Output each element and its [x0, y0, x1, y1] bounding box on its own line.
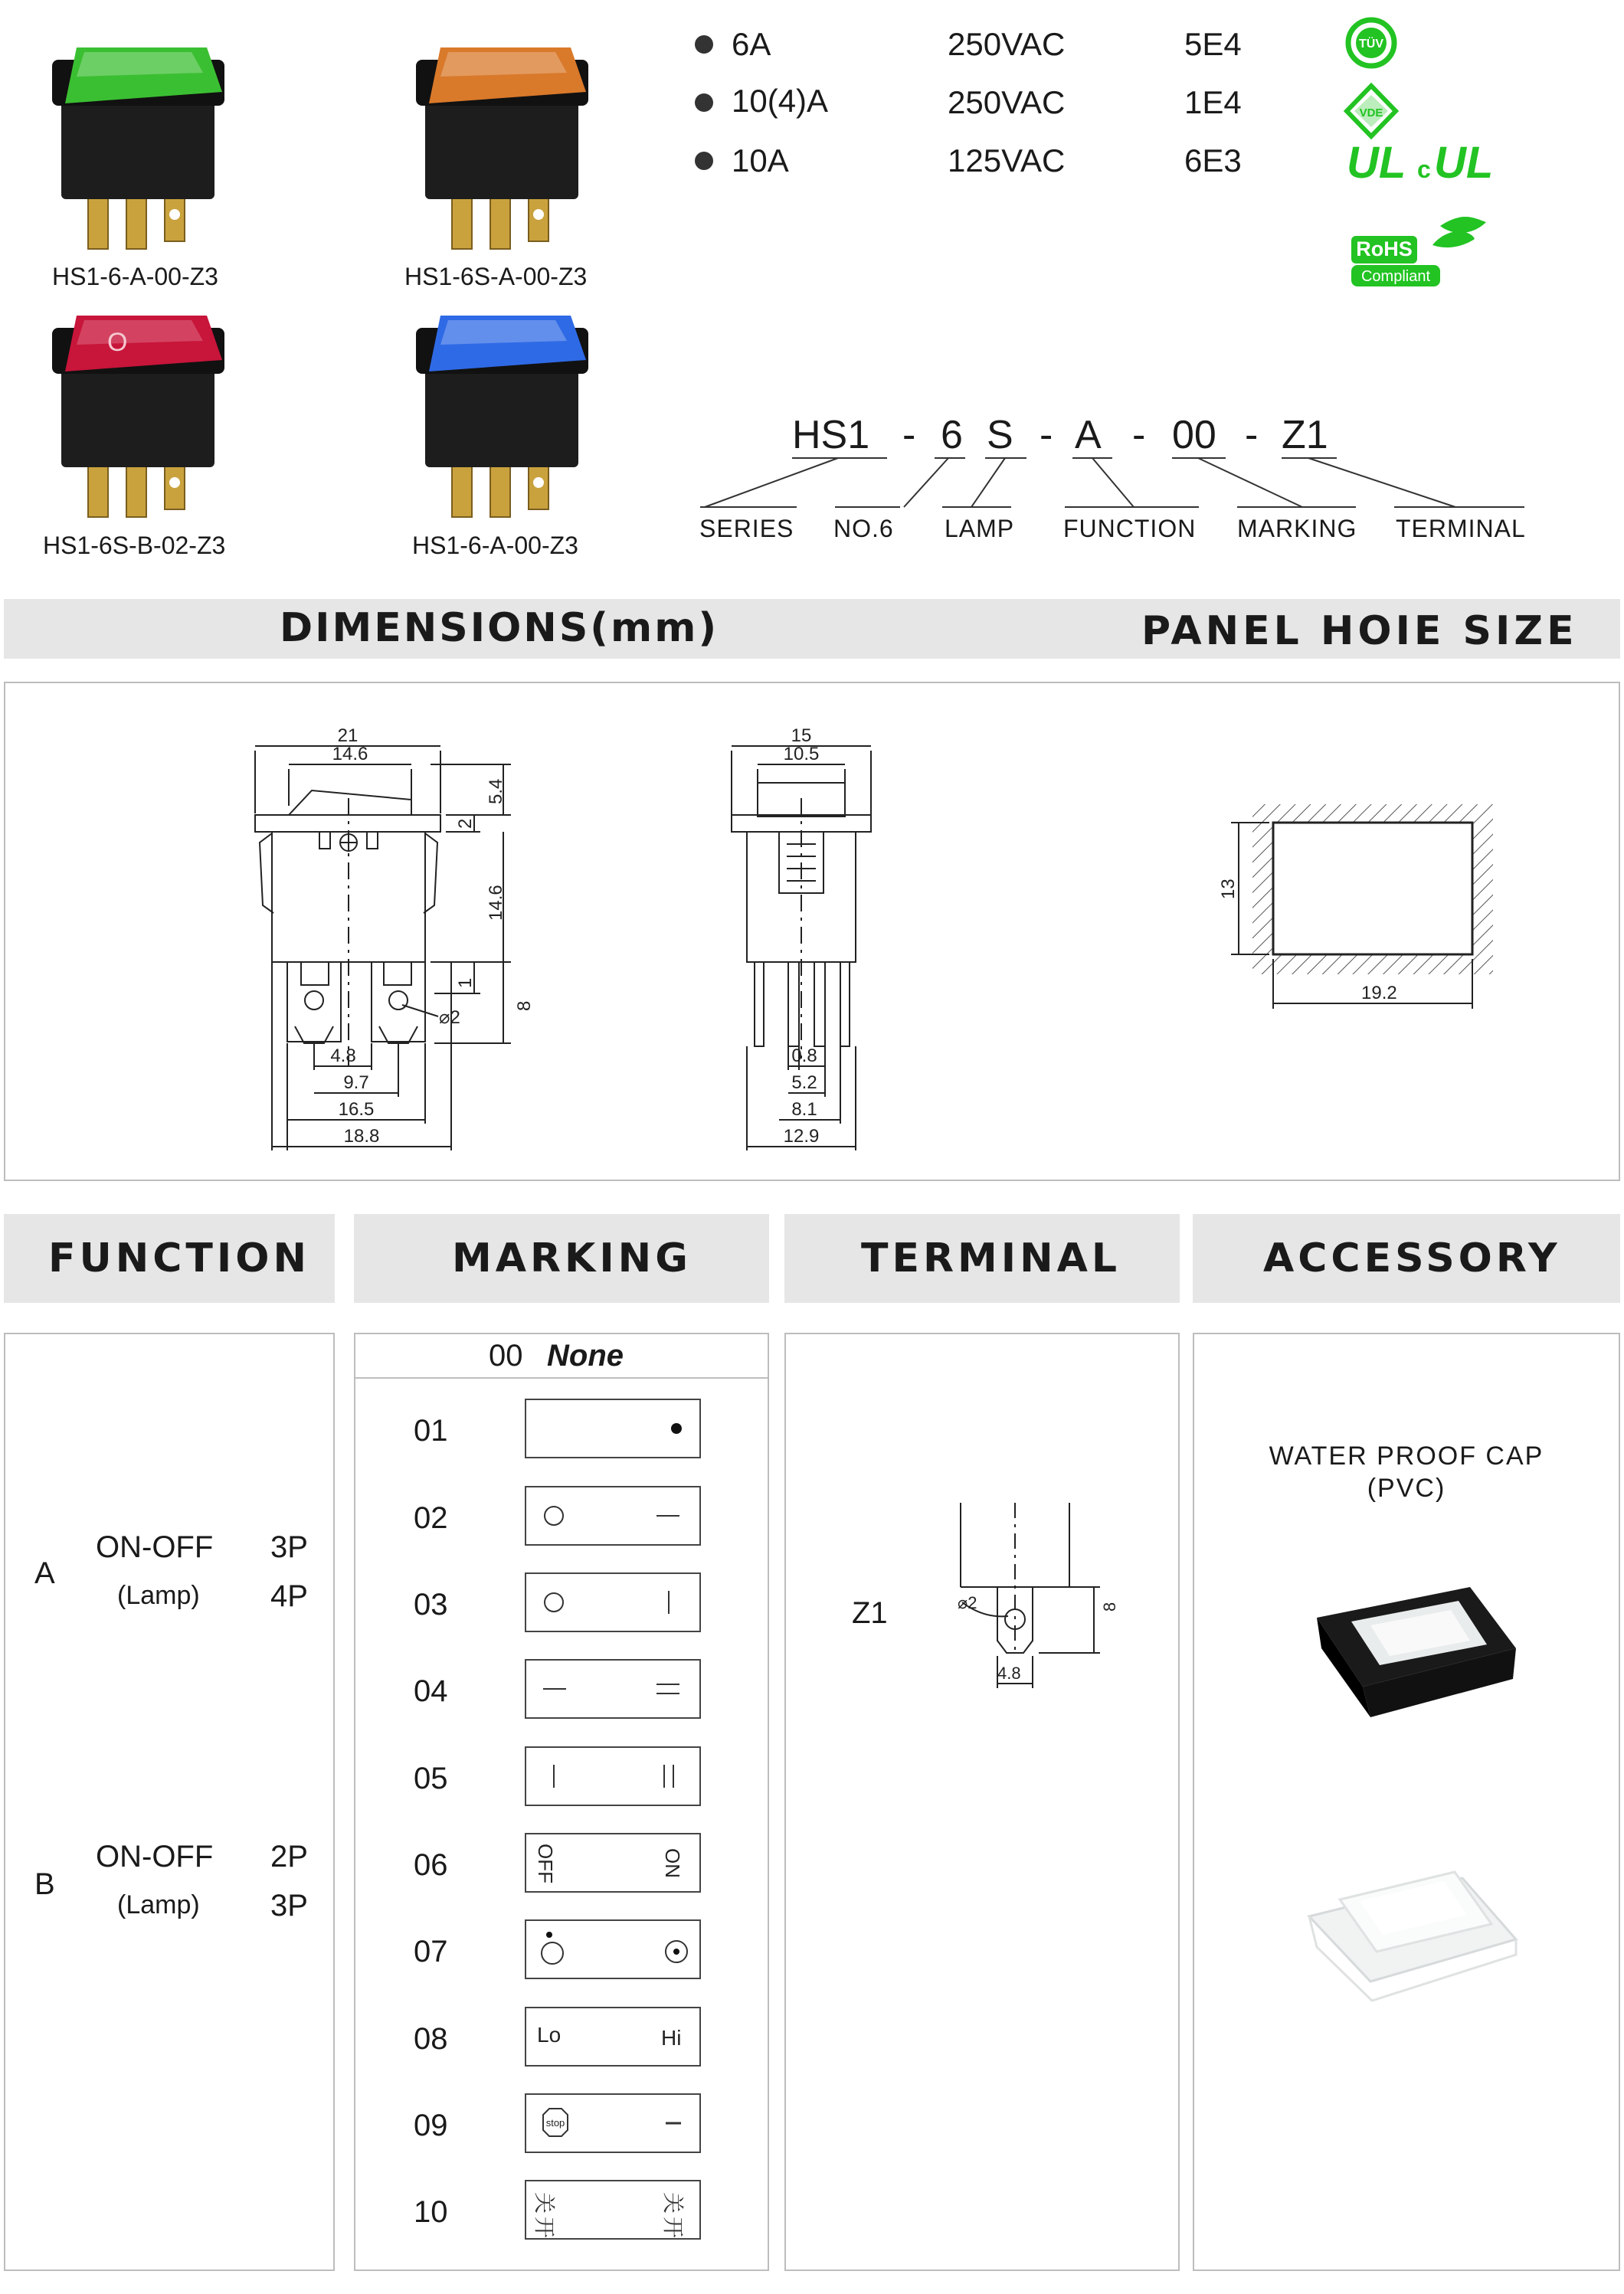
pn-label-terminal: TERMINAL	[1396, 515, 1526, 542]
svg-text:10.5: 10.5	[783, 744, 820, 764]
chinese-off-on-icon	[526, 2181, 699, 2238]
marking-none-code: 00	[489, 1339, 523, 1373]
circle-bar-icon	[526, 1574, 699, 1631]
rocker-switch-image	[395, 31, 601, 253]
pn-no: 6	[941, 413, 963, 457]
marking-symbol-box	[525, 1486, 701, 1546]
pn-function: A	[1075, 413, 1102, 457]
pn-label-no: NO.6	[833, 515, 894, 542]
marking-header-bar	[354, 1214, 769, 1303]
bullet-icon	[695, 93, 713, 112]
svg-text:16.5: 16.5	[338, 1099, 375, 1120]
pn-label-lamp: LAMP	[945, 515, 1015, 542]
marking-code: 08	[414, 2022, 448, 2056]
waterproof-cap-black-image	[1286, 1564, 1531, 1740]
svg-text:14.6: 14.6	[486, 885, 506, 921]
svg-text:8: 8	[1100, 1602, 1119, 1612]
terminal-header-bar	[784, 1214, 1180, 1303]
rating-cycles: 1E4	[1184, 84, 1242, 120]
dimension-drawings	[5, 683, 1619, 1180]
off-on-icon	[526, 1834, 699, 1891]
svg-text:关: 关	[532, 2192, 556, 2214]
pn-lamp: S	[987, 413, 1013, 457]
svg-text:OFF: OFF	[534, 1844, 557, 1883]
svg-text:15: 15	[791, 725, 812, 746]
pn-dash: -	[1245, 413, 1259, 457]
function-name: ON-OFF	[96, 1530, 214, 1564]
ul-cul-icon	[1347, 138, 1493, 188]
function-panel	[4, 1333, 335, 2271]
svg-text:14.6: 14.6	[332, 744, 368, 764]
svg-text:开: 开	[532, 2217, 556, 2238]
svg-text:18.8: 18.8	[343, 1126, 380, 1147]
svg-text:Lo: Lo	[537, 2023, 562, 2047]
svg-text:VDE: VDE	[1359, 106, 1383, 119]
panel-hole-drawing	[1218, 804, 1493, 1009]
marking-code: 05	[414, 1762, 448, 1795]
bullet-icon	[695, 35, 713, 54]
marking-code: 10	[414, 2195, 448, 2229]
lamp-circle-icon	[526, 1921, 699, 1978]
product-model-label: HS1-6-A-00-Z3	[52, 263, 218, 290]
pn-marking: 00	[1172, 413, 1216, 457]
terminal-panel	[784, 1333, 1180, 2271]
pn-leader-lines	[689, 452, 1547, 513]
function-poles: 2P	[270, 1840, 308, 1873]
stop-dash-icon	[526, 2095, 699, 2152]
svg-text:13: 13	[1218, 879, 1239, 899]
svg-text:⌀2: ⌀2	[439, 1007, 460, 1028]
pn-label-marking: MARKING	[1237, 515, 1357, 542]
pn-label-series: SERIES	[699, 515, 794, 542]
marking-symbol-box	[525, 2180, 701, 2240]
svg-text:2: 2	[455, 818, 476, 829]
marking-none-row	[355, 1334, 768, 1379]
marking-symbol-box	[525, 1399, 701, 1458]
dot-icon	[526, 1400, 699, 1457]
marking-code: 03	[414, 1588, 448, 1622]
svg-text:21: 21	[337, 725, 359, 746]
svg-text:8: 8	[514, 1000, 535, 1011]
rating-voltage: 125VAC	[948, 142, 1066, 178]
svg-text:RoHS: RoHS	[1356, 237, 1413, 260]
function-header-bar	[4, 1214, 335, 1303]
marking-symbol-box	[525, 1572, 701, 1632]
function-name: ON-OFF	[96, 1840, 214, 1873]
bar-double-bar-icon	[526, 1748, 699, 1805]
rating-voltage: 250VAC	[948, 84, 1066, 120]
pn-label-function: FUNCTION	[1063, 515, 1197, 542]
svg-text:ON: ON	[661, 1848, 684, 1878]
terminal-code: Z1	[852, 1596, 888, 1630]
function-lamp: (Lamp)	[117, 1890, 200, 1919]
pn-dash: -	[902, 413, 916, 457]
marking-code: 04	[414, 1674, 448, 1708]
svg-text:0.8: 0.8	[791, 1046, 817, 1066]
rocker-switch-image	[31, 299, 237, 521]
pn-dash: -	[1040, 413, 1053, 457]
lo-hi-icon	[526, 2008, 699, 2065]
dimensions-header-bar	[4, 599, 1620, 659]
accessory-title-text: WATER PROOF CAP	[1269, 1442, 1544, 1471]
marking-symbol-box	[525, 2007, 701, 2067]
rocker-switch-image	[31, 31, 237, 253]
product-model-label: HS1-6S-B-02-Z3	[43, 532, 226, 559]
svg-text:9.7: 9.7	[343, 1072, 369, 1093]
accessory-title: ACCESSORY	[1263, 1235, 1561, 1281]
marking-code: 07	[414, 1935, 448, 1968]
dimensions-drawing-panel	[4, 682, 1620, 1181]
marking-symbol-box	[525, 1919, 701, 1979]
svg-text:⌀2: ⌀2	[958, 1593, 977, 1612]
svg-text:开: 开	[661, 2217, 685, 2238]
marking-code: 06	[414, 1848, 448, 1882]
dash-double-dash-icon	[526, 1661, 699, 1717]
dimensions-title: DIMENSIONS(mm)	[280, 605, 719, 651]
function-code: B	[34, 1867, 55, 1901]
vde-icon	[1347, 86, 1396, 136]
svg-text:关: 关	[661, 2192, 685, 2214]
marking-none-label: None	[547, 1339, 624, 1373]
marking-code: 02	[414, 1501, 448, 1535]
rating-cycles: 5E4	[1184, 26, 1242, 62]
function-poles: 4P	[270, 1579, 308, 1613]
marking-symbol-box	[525, 1746, 701, 1806]
accessory-header-bar	[1193, 1214, 1620, 1303]
panel-hole-title: PANEL HOIE SIZE	[1141, 608, 1578, 654]
svg-text:UL: UL	[1347, 138, 1406, 188]
bullet-icon	[695, 152, 713, 170]
product-model-label: HS1-6S-A-00-Z3	[404, 263, 588, 290]
product-model-label: HS1-6-A-00-Z3	[412, 532, 578, 559]
terminal-drawing	[924, 1503, 1138, 1702]
svg-text:1: 1	[455, 977, 476, 988]
rating-cycles: 6E3	[1184, 142, 1242, 178]
pn-dash: -	[1132, 413, 1146, 457]
accessory-material: (PVC)	[1367, 1474, 1446, 1503]
pn-series: HS1	[792, 413, 870, 457]
marking-code: 09	[414, 2109, 448, 2142]
svg-text:stop: stop	[545, 2117, 565, 2129]
circle-dash-icon	[526, 1487, 699, 1544]
svg-text:UL: UL	[1434, 138, 1494, 188]
certification-marks	[1341, 15, 1509, 291]
function-title: FUNCTION	[48, 1235, 310, 1281]
svg-text:12.9: 12.9	[783, 1126, 820, 1147]
pn-terminal: Z1	[1282, 413, 1328, 457]
rating-current: 10(4)A	[732, 83, 829, 119]
svg-text:TÜV: TÜV	[1359, 38, 1383, 51]
rocker-switch-image	[395, 299, 601, 521]
svg-text:5.4: 5.4	[486, 778, 506, 804]
function-poles: 3P	[270, 1889, 308, 1923]
terminal-title: TERMINAL	[861, 1235, 1121, 1281]
front-view-drawing	[255, 746, 511, 1150]
svg-text:4.8: 4.8	[330, 1046, 356, 1066]
svg-text:8.1: 8.1	[791, 1099, 817, 1120]
marking-symbol-box	[525, 1833, 701, 1893]
waterproof-cap-clear-image	[1286, 1832, 1531, 2008]
lens-symbol: O	[107, 328, 128, 357]
svg-text:4.8: 4.8	[997, 1664, 1021, 1683]
marking-symbol-box	[525, 2093, 701, 2153]
function-poles: 3P	[270, 1530, 308, 1564]
svg-text:Compliant: Compliant	[1360, 268, 1431, 285]
svg-text:19.2: 19.2	[1361, 983, 1397, 1003]
rating-voltage: 250VAC	[948, 26, 1066, 62]
rohs-icon	[1351, 217, 1486, 286]
function-code: A	[34, 1556, 55, 1590]
svg-text:c: c	[1417, 155, 1431, 183]
accessory-panel	[1193, 1333, 1620, 2271]
svg-text:5.2: 5.2	[791, 1072, 817, 1093]
svg-text:Hi: Hi	[661, 2026, 682, 2050]
tuv-icon	[1348, 20, 1394, 66]
function-lamp: (Lamp)	[117, 1581, 200, 1610]
marking-symbol-box	[525, 1659, 701, 1719]
rating-current: 10A	[732, 142, 789, 178]
rating-current: 6A	[732, 26, 771, 62]
marking-title: MARKING	[452, 1235, 692, 1281]
marking-code: 01	[414, 1414, 448, 1448]
